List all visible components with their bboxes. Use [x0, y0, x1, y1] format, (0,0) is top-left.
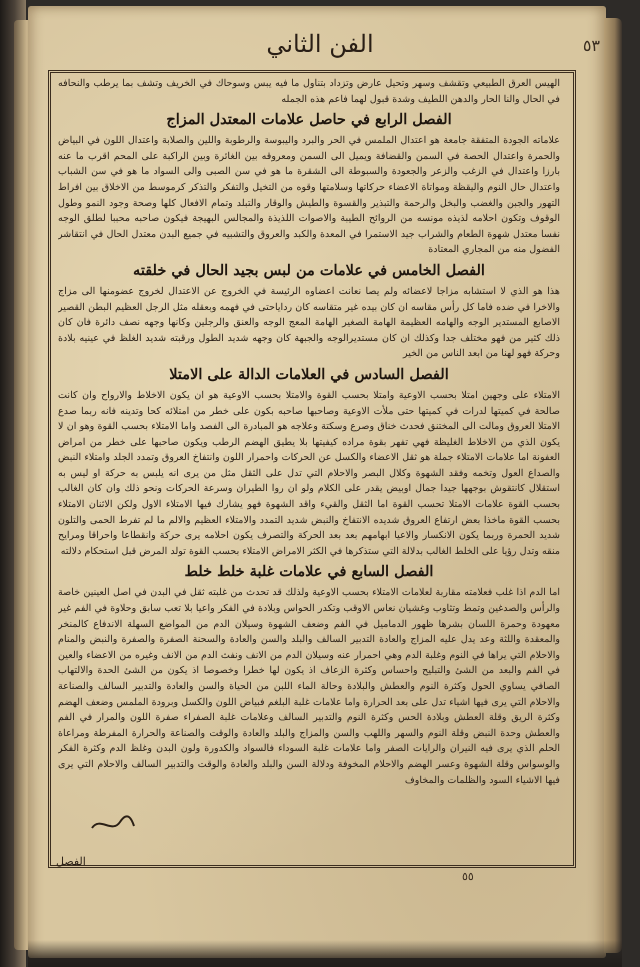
section-text: علاماته الجودة المتفقة جامعة هو اعتدال الملمس في الحر والبرد واليبوسة والرطوبة واللين والصلابة واعتدال اللون في البياض والحمرة واعتدال الحصة في السمن والقضافة ويميل الى السمن ومعروقه بين الغائرة وبين الراكبة على المحم اقرب ما عنه بارزا واعتدال في الزغب والزعر والجعودة والسبوطة الى الشقرة ما هو في سن الصبى والى السواد ما هو في سن الشباب واعتدال حال النوم واليقظة ومواتاة الاعضاء حركاتها وسلامتها وقوه من التخيل والتفكر والتذكر كرموسط من الاخلاق بين افراط التهور والجبن والغضب والبخل والرحمة والتبذير والقسوة والطيش والوقار والتبلد وتمام الافعال كلها وصحة وجود النمو وطول الوقوف وتكون احلامه لذيذه مونسه من الروائح الطيبة والاصوات اللذيذة والمجالس البهيجة فيكون صاحبه محببا لطلق الوجه نفسا معتدل شهوة الطعام والشراب جيد الاستمرا في المعدة والكبد والعروق والتشبيه في جميع البدن معتدل الحال في انتقاشر الفضول منه من المجاري المعتادة	[58, 135, 560, 256]
ink-flourish	[90, 812, 136, 836]
section-text: الهيس العرق الطبيعي وتقشف وسهر وتحيل عارض وتزداد بتناول ما فيه يبس وسوحاك في الخريف وتشف بما يرطب والنحافه في الحال والنا الحار والدهن اللطيف وشدة قبول لهما فاعم هذه الجمله	[58, 78, 560, 105]
catchword: الفصل	[56, 855, 86, 868]
page-number: ٥٣	[582, 36, 600, 55]
section-heading: الفصل السادس في العلامات الدالة على الامتلا	[169, 365, 449, 383]
text-block	[58, 76, 560, 856]
section-heading: الفصل الخامس في علامات من لبس بجيد الحال في خلقته	[133, 261, 485, 279]
running-head: الفن الثاني	[266, 30, 374, 58]
section-heading: الفصل السابع في علامات غلبة خلط خلط	[184, 563, 434, 581]
bottom-shadow	[28, 940, 622, 967]
folio-number: ٥٥	[462, 870, 474, 883]
right-page-edge	[604, 18, 622, 953]
section-text: هذا هو الذي لا استشابه مزاجا لاعضائه ولم يصا نعانت اعضاوه الرئيسة في الخروج عن الاعتدال لخروج عضومنها الى مزاج والاخرا في ضده فاما كل رأس مقاسه ان كان بيده غير متقاسه كان رداياحتى في فهمه وبعقله مثل الرجل العظيم البطن القصير الاصابع المستدير الوجه والهامه العظيمة الهامة الصغير الهامة المعج الوجه والعنق والرجلين وكانها وجهه نصف دائرة فان كان ذلك كثير من فهو مختلف جدا وكذلك ان كان مستديرالوجه والجبهة كان وجهه شديد الطول ورقبته شديد الغلظ في عينيه بلادة وحركة فهو لهنا من ابعد الناس من الخير	[58, 285, 560, 360]
section-heading: الفصل الرابع في حاصل علامات المعتدل المزاج	[166, 111, 452, 129]
section-text: اما الدم اذا غلب فعلامته مقاربة لعلامات الامتلاء بحسب الاوعية ولذلك قد تحدث من غلبته ثقل في البدن في اصل العينين خاصة والرأس والصدغين وتمط وتثاوب وغشيان نعاس الاوقب وتكدر الحواس وبلادة في الفكر واعيا بلا تعب سابق وحلاوة في الفم غير معهودة وحمرة اللسان بشرها ظهور الدماميل في الفم وضعف الشهوة وسيلان الدم من المواضع السهلة الاندفاع كالمنخر والمعقدة واللثة وعد يدل عليه المزاج والعادة التدبير السالف والبلد والسن والعادة والسحنة الصفرة والصفرة والنبض والمنام والاحلام التي يراها في النوم وغلبة الدم وهي احمرار عنه وسيلان الدم من الانف ونفث الدم من الانف وغيره من الاعضاء والعين في الفم والبعد من الشئ والتبليح واحساس وكثرة الزعاف اذ يكون لها خطرا وخصوصا اذ يكون من الشئ الحدة والالتهاب الصافي يساوي الحول وكثرة النوم والعطش والبلادة وحالة الماء اللبن من الحياة والسن والعادة والتدبير السالف والصناعة والاحلام التي يرى فيها اشياء تدل على بعد الحرارة واما علامات غلبة البلغم فبياض اللون والكسل وبرودة الملمس وضعف الهضم وكثرة الريق وقلة العطش وبلادة الحس وكثرة النوم والتدبير السالف وعلامات غلبة الصفراء صفرة اللون والمرار في الفم والعطش وحدة النبض وقلة النوم والسهر واللهب والسن والمزاج والبلد والعادة والوقت والصناعة والحرارة المفرطة ومراعاة الحلم الذي يرى فيه النيران والرايات الصفر واما علامات غلبة السوداء فالسواد والكدورة ولون البدن وغلظ الدم وكثرة الفكر والوسواس وقلة الشهوة وعسر الهضم والاحلام المخوفة ودلالة السن والبلد والعادة والوقت والتدبير السالف والاحلام التي يرى فيها الاشياء السود والظلمات والمخاوف	[58, 587, 560, 786]
section-text: الامتلاء على وجهين امتلا بحسب الاوعية وامتلا بحسب القوة والامتلا بحسب الاوعية هو ان يكون الاخلاط والارواح وان كانت صالحة في كميتها لدرات في كميتها حتى ملأت الاوعية وصاحبها صاحبه بكون على خطر من امتلائه كحا وتدينه فانه ربما صدع الامتلا العروق ومالت الى المختنق فحدث خناق وصرع وسكتة وعلاجه هو المبادرة الى الفصد واما الامتلاء بحسب القوة وهو ان لا يكون الذي من الاخلاط الغليظة فهي تفهر بقوة مراده كيفيتها بلا يطيق الهضم الرطب ويكون صاحبها على خطر من امراض العفونة اما علامات الامتلاء جملة هو ثقل الاعضاء والكسل عن الحركات واحمرار اللون وانتفاخ العروق وتمدد الجلد وامتلاء النبض والصداع العول وتخمه وفقد الشهوة وكلال البصر والاحلام التي تدل على الثقل مثل من يرى انه يلبس به حركة او ليس به استقلال كانتقوش بوجهها جيدا جمال اوبيض يقدر على الكلام ولو ان روا الطيران وسرعة الحركات ونحو ذلك وان كان الغالب بحسب القوة علامات الامتلا تحسب القوة اما الثقل والقيء واقد الشهوة فهو يشارك فيها الامتلاء الاول ولكن الاثنان الامتلاء بحسب القوة ماخذا بعض ارتفاع العروق شديده الانتفاخ والنبض شديد التمدد والامتلاء العظيم والالم ما لم تفرط الحمى والتلون شديد الحمرة وربما يكون الانكسار والاعيا ابهامهم بعد بعد الحركة والتصرف يكون احلامه يرى حركة وانقطاعا واحراقا ومرايح منقه وتدل رؤيا على الخلط الغالب بدلالة التي ستذكرها في الكثر الامراض الامتلاء بحسب القوة تولد المرض قبل استحكام دلالته	[58, 389, 560, 557]
